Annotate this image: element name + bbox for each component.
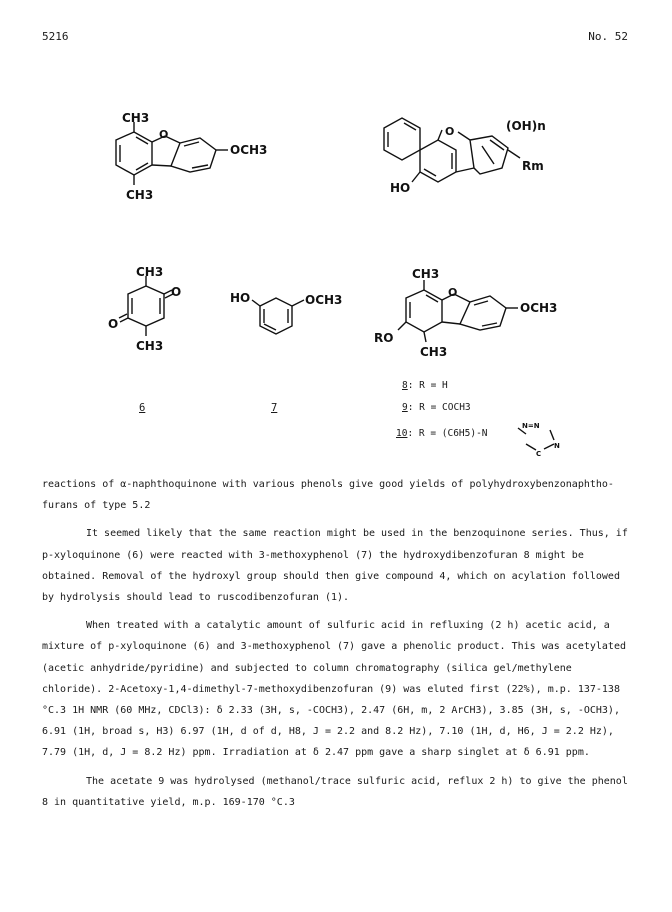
svg-text:O: O	[171, 285, 182, 299]
structure-dimethyl-methoxy-dibenzofuran	[100, 110, 280, 210]
structure-3-methoxyphenol	[228, 288, 368, 358]
svg-text:N: N	[554, 442, 560, 450]
paragraph: The acetate 9 was hydrolysed (methanol/trace sulfuric acid, reflux 2 h) to give the phenol 8 in quantitative yield, m.p. 169-170 °C.3	[42, 775, 628, 808]
paragraph: It seemed likely that the same reaction might be used in the benzoquinone series. Thus, if p-xyloquinone (6) were reacted with 3-methoxyphenol (7) the hydroxydibenzofuran 8 might be obtained. Removal of the hydroxyl group should then give compound 4, which on acylation followed by hydrolysis should lead to ruscodibenzofuran (1).	[42, 528, 628, 604]
svg-text:HO: HO	[390, 181, 411, 195]
paragraph: When treated with a catalytic amount of sulfuric acid in refluxing (2 h) acetic acid, a mixture of p-xyloquinone (6) and 3-methoxyphenol (7) gave a phenolic product. This was acetylated (acetic anhydride/pyridine) and subjected to column chromatography (silica gel/methylene chloride). 2-Acetoxy-1,4-dimethyl-7-methoxydibenzofuran (9) was eluted first (22%), m.p. 137-138 °C.3 1H NMR (60 MHz, CDCl3): δ 2.33 (3H, s, -COCH3), 2.47 (6H, m, 2 ArCH3), 3.85 (3H, s, -OCH3), 6.91 (1H, broad s, H3) 6.97 (1H, d of d, H8, J = 2.2 and 8.2 Hz), 7.10 (1H, d, H6, J = 2.2 Hz), 7.79 (1H, d, J = 8.2 Hz) ppm. Irradiation at δ 2.47 ppm gave a sharp singlet at δ 6.91 ppm.	[42, 620, 626, 759]
svg-text:C: C	[536, 450, 542, 458]
structure-p-xyloquinone	[108, 266, 188, 372]
r-definition-9: 9: R = COCH3	[402, 402, 471, 413]
svg-text:HO: HO	[230, 291, 251, 305]
svg-text:O: O	[108, 317, 119, 331]
svg-text:OCH3: OCH3	[305, 293, 343, 307]
paragraph-continuation: reactions of α-naphthoquinone with various phenols give good yields of polyhydroxybenzonaphtho-	[42, 479, 614, 490]
svg-text:CH3: CH3	[420, 345, 448, 359]
svg-text:OCH3: OCH3	[230, 143, 268, 157]
journal-issue-number: No. 52	[588, 30, 628, 43]
svg-text:N=N: N=N	[522, 422, 540, 430]
page-number: 5216	[42, 30, 69, 43]
svg-text:CH3: CH3	[136, 339, 164, 353]
svg-text:CH3: CH3	[126, 188, 154, 202]
structure-dibenzofuran-8-10	[368, 266, 568, 372]
svg-text:OCH3: OCH3	[520, 301, 558, 315]
svg-text:RO: RO	[374, 331, 394, 345]
structure-benzonaphthofuran	[380, 110, 580, 220]
r-definition-10: 10: R = (C6H5)-N	[396, 428, 488, 439]
svg-text:CH3: CH3	[412, 267, 440, 281]
svg-text:CH3: CH3	[136, 265, 164, 279]
svg-text:O: O	[445, 125, 455, 138]
paragraph-continuation-end: furans of type 5.2	[42, 500, 151, 512]
svg-text:Rm: Rm	[522, 159, 544, 173]
svg-text:O: O	[159, 128, 169, 141]
article-body	[42, 474, 628, 813]
tetrazole-ring	[510, 416, 570, 456]
svg-text:CH3: CH3	[122, 111, 150, 125]
svg-text:O: O	[448, 286, 458, 299]
compound-label-7: 7	[271, 402, 278, 414]
r-definition-8: 8: R = H	[402, 380, 448, 391]
compound-label-6: 6	[139, 402, 146, 414]
svg-text:(OH)n: (OH)n	[506, 119, 546, 133]
